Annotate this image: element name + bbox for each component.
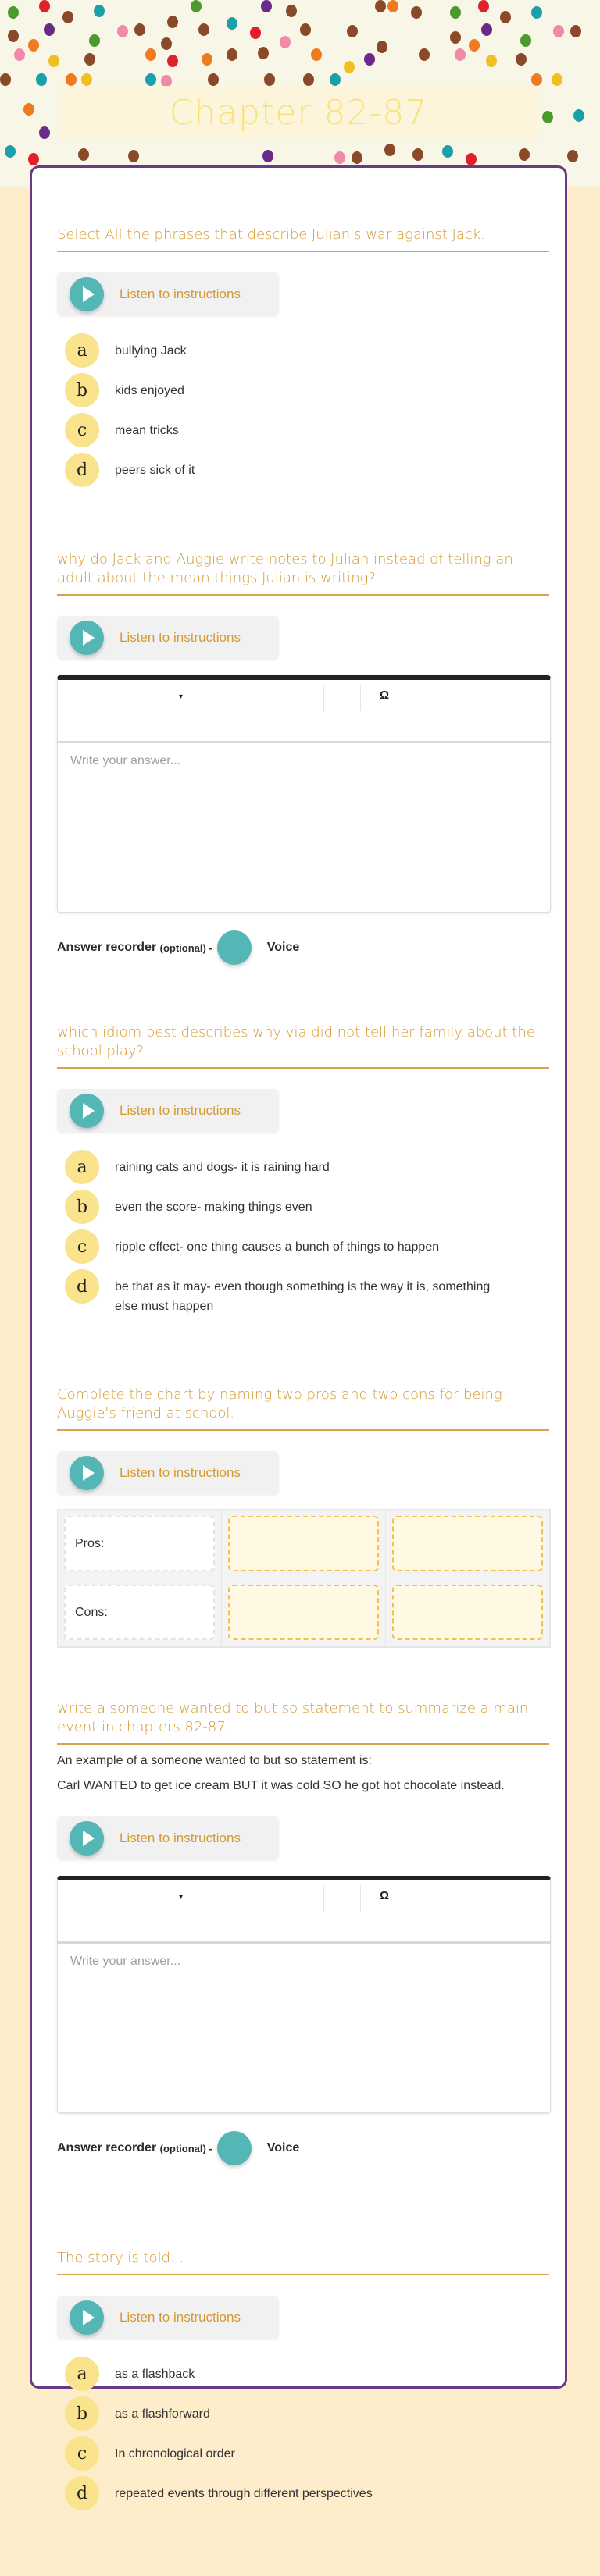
rich-text-editor: [57, 1876, 551, 2113]
option-letter: b: [65, 1190, 99, 1224]
play-icon[interactable]: [70, 621, 104, 655]
play-icon[interactable]: [70, 1456, 104, 1490]
format-dropdown-caret-icon[interactable]: ▾: [179, 1893, 184, 1902]
question-3: [57, 1023, 549, 1316]
listen-label: Listen to instructions: [120, 1465, 241, 1480]
question-1: [57, 226, 549, 493]
listen-instructions-button[interactable]: [57, 1089, 279, 1133]
option-d[interactable]: [57, 1269, 549, 1316]
option-text: peers sick of it: [115, 464, 195, 477]
cons-input-1[interactable]: [228, 1585, 379, 1640]
pros-input-1[interactable]: [228, 1516, 379, 1571]
option-text: as a flashback: [115, 2368, 195, 2381]
option-text: In chronological order: [115, 2447, 235, 2460]
row-label-pros: Pros:: [64, 1516, 215, 1571]
play-icon[interactable]: [70, 277, 104, 311]
play-icon[interactable]: [70, 2300, 104, 2335]
option-text: even the score- making things even: [115, 1201, 312, 1214]
listen-label: Listen to instructions: [120, 1831, 241, 1845]
recorder-label: Answer recorder: [57, 2141, 157, 2154]
special-characters-omega-icon[interactable]: Ω: [380, 688, 390, 702]
question-title: which idiom best describes why via did not tell her family about the school play?: [57, 1023, 549, 1069]
option-d[interactable]: [57, 2476, 549, 2516]
option-letter: b: [65, 373, 99, 407]
option-list: [57, 333, 549, 493]
polka-dot-header-background: [0, 0, 600, 187]
option-letter: a: [65, 2357, 99, 2391]
answer-textarea[interactable]: [58, 743, 550, 912]
option-c[interactable]: [57, 2436, 549, 2476]
toolbar-divider: [360, 1885, 361, 1912]
listen-instructions-button[interactable]: [57, 272, 279, 316]
listen-instructions-button[interactable]: [57, 2296, 279, 2339]
option-text: be that as it may- even though something is the way it is, something else must happen: [115, 1280, 491, 1313]
toolbar-divider: [323, 1885, 324, 1912]
option-letter: b: [65, 2396, 99, 2431]
pros-cons-table: [57, 1509, 551, 1648]
listen-label: Listen to instructions: [120, 630, 241, 645]
question-title: Select All the phrases that describe Julian's war against Jack.: [57, 226, 549, 252]
question-4: [57, 1386, 549, 1648]
option-text: kids enjoyed: [115, 384, 184, 397]
option-c[interactable]: [57, 413, 549, 453]
option-a[interactable]: [57, 333, 549, 373]
answer-placeholder: Write your answer...: [70, 754, 181, 767]
option-b[interactable]: [57, 2396, 549, 2436]
recorder-optional: (optional) -: [159, 941, 212, 954]
listen-instructions-button[interactable]: [57, 1816, 279, 1860]
editor-toolbar: [58, 680, 550, 743]
question-6: [57, 2249, 549, 2516]
editor-toolbar: [58, 1880, 550, 1944]
worksheet-card: [30, 165, 567, 2503]
answer-recorder: [57, 2129, 549, 2168]
format-dropdown-caret-icon[interactable]: ▾: [179, 692, 184, 701]
option-b[interactable]: [57, 1190, 549, 1229]
listen-label: Listen to instructions: [120, 286, 241, 301]
listen-label: Listen to instructions: [120, 1103, 241, 1118]
option-letter: a: [65, 333, 99, 368]
recorder-label: Answer recorder: [57, 941, 157, 954]
voice-label: Voice: [266, 941, 300, 954]
option-c[interactable]: [57, 1229, 549, 1269]
option-text: raining cats and dogs- it is raining hard: [115, 1161, 330, 1174]
recorder-optional: (optional) -: [159, 2142, 212, 2154]
row-label-cons: Cons:: [64, 1585, 215, 1640]
example-text: Carl WANTED to get ice cream BUT it was cold SO he got hot chocolate instead.: [57, 1779, 505, 1792]
option-letter: d: [65, 453, 99, 487]
question-title: why do Jack and Auggie write notes to Julian instead of telling an adult about the mean things Julian is writing?: [57, 550, 549, 596]
option-a[interactable]: [57, 2357, 549, 2396]
option-letter: c: [65, 2436, 99, 2471]
title-banner: [59, 86, 538, 139]
listen-instructions-button[interactable]: [57, 1451, 279, 1495]
option-d[interactable]: [57, 453, 549, 493]
toolbar-divider: [323, 685, 324, 711]
play-icon[interactable]: [70, 1821, 104, 1856]
record-voice-button[interactable]: [217, 2131, 252, 2165]
option-text: mean tricks: [115, 424, 179, 437]
option-list: [57, 1150, 549, 1316]
option-text: ripple effect- one thing causes a bunch of things to happen: [115, 1240, 440, 1254]
question-title: Complete the chart by naming two pros and two cons for being Auggie's friend at school.: [57, 1386, 549, 1431]
option-list: [57, 2357, 549, 2516]
page-title: Chapter 82-87: [169, 92, 428, 133]
play-icon[interactable]: [70, 1094, 104, 1128]
option-text: bullying Jack: [115, 344, 187, 358]
option-letter: c: [65, 1229, 99, 1264]
toolbar-divider: [360, 685, 361, 711]
voice-label: Voice: [266, 2141, 300, 2154]
question-5: [57, 1699, 549, 2168]
listen-label: Listen to instructions: [120, 2310, 241, 2325]
option-text: as a flashforward: [115, 2407, 210, 2421]
answer-recorder: [57, 928, 549, 967]
example-intro: An example of a someone wanted to but so statement is:: [57, 1754, 372, 1767]
record-voice-button[interactable]: [217, 930, 252, 965]
option-letter: d: [65, 1269, 99, 1304]
answer-textarea[interactable]: [58, 1944, 550, 2112]
pros-input-2[interactable]: [392, 1516, 543, 1571]
option-text: repeated events through different perspectives: [115, 2487, 373, 2500]
option-letter: c: [65, 413, 99, 447]
question-title: The story is told...: [57, 2249, 549, 2275]
question-2: [57, 550, 549, 967]
option-letter: a: [65, 1150, 99, 1184]
option-a[interactable]: [57, 1150, 549, 1190]
option-b[interactable]: [57, 373, 549, 413]
answer-placeholder: Write your answer...: [70, 1955, 181, 1968]
option-letter: d: [65, 2476, 99, 2510]
cons-input-2[interactable]: [392, 1585, 543, 1640]
rich-text-editor: [57, 675, 551, 913]
listen-instructions-button[interactable]: [57, 616, 279, 660]
special-characters-omega-icon[interactable]: Ω: [380, 1889, 390, 1902]
question-title: write a someone wanted to but so statement to summarize a main event in chapters 82-87.: [57, 1699, 549, 1745]
